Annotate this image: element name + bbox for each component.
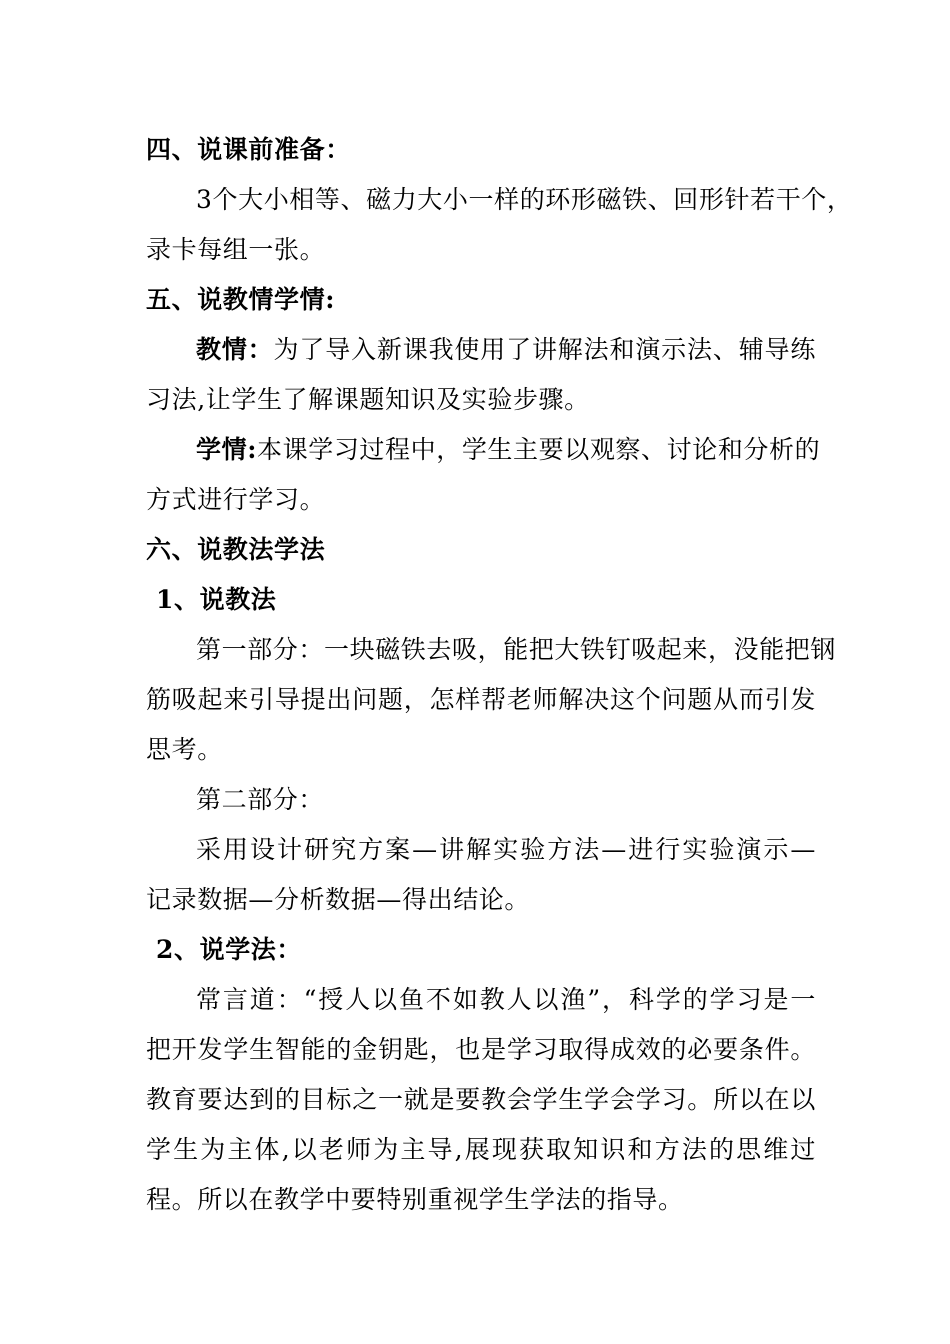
learning-label: 学情: — [196, 435, 258, 464]
teaching-paragraph-line — [196, 334, 816, 366]
paragraph-line: 采用设计研究方案—讲解实验方法—进行实验演示— — [196, 835, 816, 864]
paragraph-line: 记录数据—分析数据—得出结论。 — [146, 885, 531, 914]
paragraph-line: 思考。 — [146, 735, 223, 764]
paragraph-line: 学生为主体,以老师为主导,展现获取知识和方法的思维过 — [146, 1135, 816, 1164]
teaching-text: 为了导入新课我使用了讲解法和演示法、辅导练 — [273, 335, 816, 364]
teaching-label: 教情： — [196, 335, 274, 364]
paragraph-line: 筋吸起来引导提出问题，怎样帮老师解决这个问题从而引发 — [146, 685, 816, 714]
paragraph-line: 习法,让学生了解课题知识及实验步骤。 — [146, 385, 590, 414]
study-method-heading: 2、说学法： — [156, 935, 302, 964]
section-4-heading: 四、说课前准备： — [146, 135, 351, 164]
section-6-heading: 六、说教法学法 — [146, 535, 326, 564]
teaching-method-heading: 1、说教法 — [156, 585, 277, 614]
paragraph-line: 录卡每组一张。 — [146, 235, 326, 264]
learning-text: 本课学习过程中，学生主要以观察、讨论和分析的 — [257, 435, 821, 464]
paragraph-line: 把开发学生智能的金钥匙，也是学习取得成效的必要条件。 — [146, 1035, 816, 1064]
paragraph-line: 教育要达到的目标之一就是要教会学生学会学习。所以在以 — [146, 1085, 816, 1114]
paragraph-line: 第一部分：一块磁铁去吸，能把大铁钉吸起来，没能把钢 — [196, 635, 837, 664]
paragraph-line: 常言道：“授人以鱼不如教人以渔”，科学的学习是一 — [196, 985, 816, 1014]
learning-paragraph-line — [196, 434, 821, 466]
part-2-label: 第二部分： — [196, 785, 325, 814]
section-5-heading: 五、说教情学情: — [146, 285, 336, 314]
paragraph-line: 3个大小相等、磁力大小一样的环形磁铁、回形针若干个， — [196, 185, 853, 214]
paragraph-line: 程。所以在教学中要特别重视学生学法的指导。 — [146, 1185, 684, 1214]
paragraph-line: 方式进行学习。 — [146, 485, 326, 514]
